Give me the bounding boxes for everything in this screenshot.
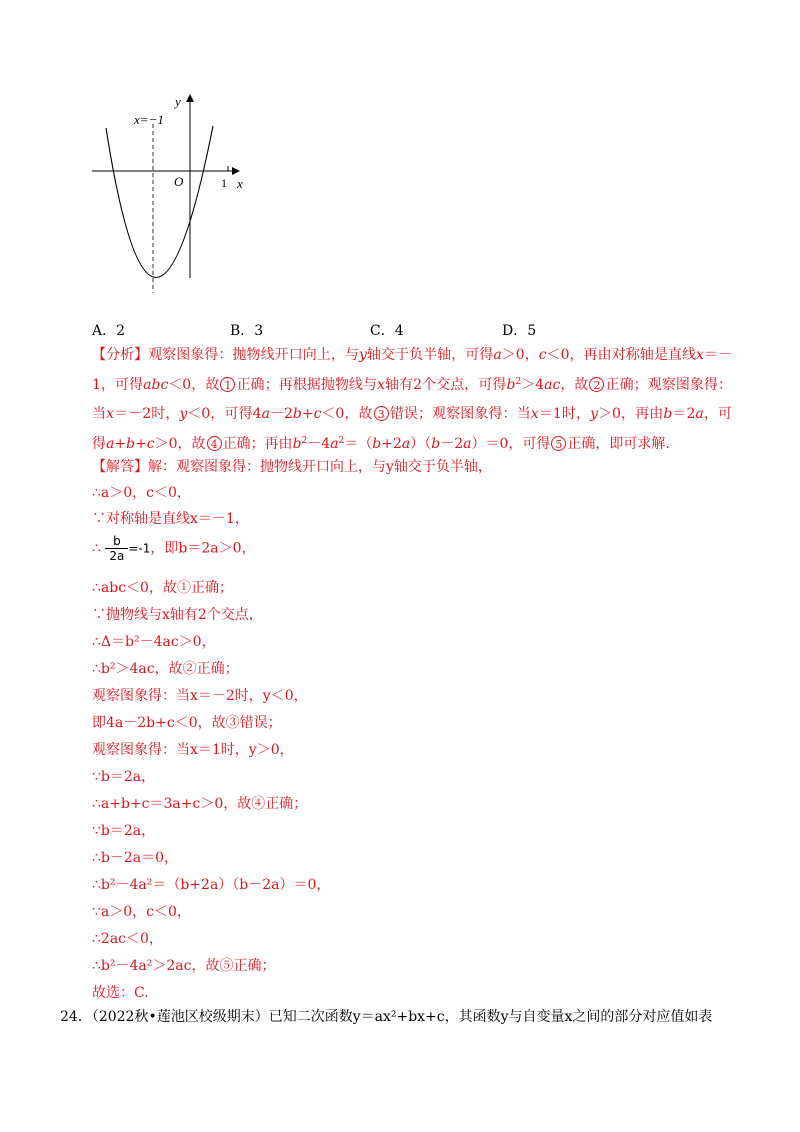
solution-line-20: 故选：C. xyxy=(92,985,149,1001)
option-c: C．4 xyxy=(370,323,404,339)
solution-line-16: ∴b²－4a²＝（b+2a）（b－2a）＝0， xyxy=(92,877,331,893)
circle-1: 1 xyxy=(220,377,235,392)
solution-line-2: ∴a＞0，c＜0， xyxy=(92,485,191,501)
parabola-graph xyxy=(88,88,258,308)
solution-line-8: ∴b²＞4ac，故②正确； xyxy=(92,661,239,677)
analysis-tag: 【分析】 xyxy=(92,347,149,363)
solution-line-15: ∴b－2a＝0， xyxy=(92,850,179,866)
solution-line-17: ∵a＞0，c＜0， xyxy=(92,904,191,920)
y-axis-label: y xyxy=(175,94,181,109)
solution-line-3: ∵对称轴是直线x＝－1， xyxy=(92,511,249,527)
solution-tag: 【解答】 xyxy=(92,459,148,475)
solution-line-12: ∵b＝2a， xyxy=(92,769,156,785)
solution-line-19: ∴b²－4a²＞2ac，故⑤正确； xyxy=(92,958,276,974)
solution-line-18: ∴2ac＜0， xyxy=(92,931,163,947)
solution-line-13: ∴a+b+c＝3a+c＞0，故④正确； xyxy=(92,796,308,812)
solution-line-1: 【解答】解：观察图象得：抛物线开口向上，与y轴交于负半轴， xyxy=(92,459,492,475)
tick-one-label: 1 xyxy=(221,176,227,190)
circle-3: 3 xyxy=(374,406,389,421)
option-d: D．5 xyxy=(502,323,537,339)
circle-5: 5 xyxy=(551,436,566,451)
solution-line-4: ∴ $\frac{b}{2a}$ =-1，即b＝2a＞0， xyxy=(92,534,256,563)
option-b: B．3 xyxy=(230,323,264,339)
solution-line-10: 即4a－2b+c＜0，故③错误； xyxy=(92,715,282,731)
solution-line-9: 观察图象得：当x＝－2时，y＜0， xyxy=(92,688,308,704)
fraction: $\frac{b}{2a}$ xyxy=(105,534,128,563)
solution-line-11: 观察图象得：当x＝1时，y＞0， xyxy=(92,742,294,758)
question-24: 24．（2022秋•莲池区校级期末）已知二次函数y＝ax²+bx+c，其函数y与自变量x之间的部分对应值如表 xyxy=(60,1009,713,1025)
circle-4: 4 xyxy=(207,436,222,451)
solution-line-7: ∴Δ＝b²－4ac＞0， xyxy=(92,634,216,650)
circle-2: 2 xyxy=(589,377,604,392)
parabola-curve xyxy=(106,126,213,278)
x-axis-label: x xyxy=(237,176,243,191)
solution-line-6: ∵抛物线与x轴有2个交点， xyxy=(92,607,263,623)
solution-line-14: ∵b＝2a， xyxy=(92,823,156,839)
origin-label: O xyxy=(174,174,184,189)
analysis-paragraph: 【分析】观察图象得：抛物线开口向上，与y轴交于负半轴，可得a＞0，c＜0，再由对称轴是直线x＝－1，可得abc＜0，故 1 正确；再根据抛物线与x轴有2个交点，可得$b^2>4ac$，故 2 正确；观察图象得：当x＝－2时，y＜0，可得4a－2b+c＜0，故 3 错误；观察图象得：当x＝1时，y＞0，再由b＝2a，可得a+b+c＞0，故 4 正确；再由$b^2-4a^2=(b+2a)(b-2a)=0$，可得 5 正确，即可求解. xyxy=(92,347,733,452)
solution-line-5: ∴abc＜0，故①正确； xyxy=(92,580,233,596)
option-a: A．2 xyxy=(92,323,126,339)
symmetry-label: x=−1 xyxy=(134,112,164,127)
